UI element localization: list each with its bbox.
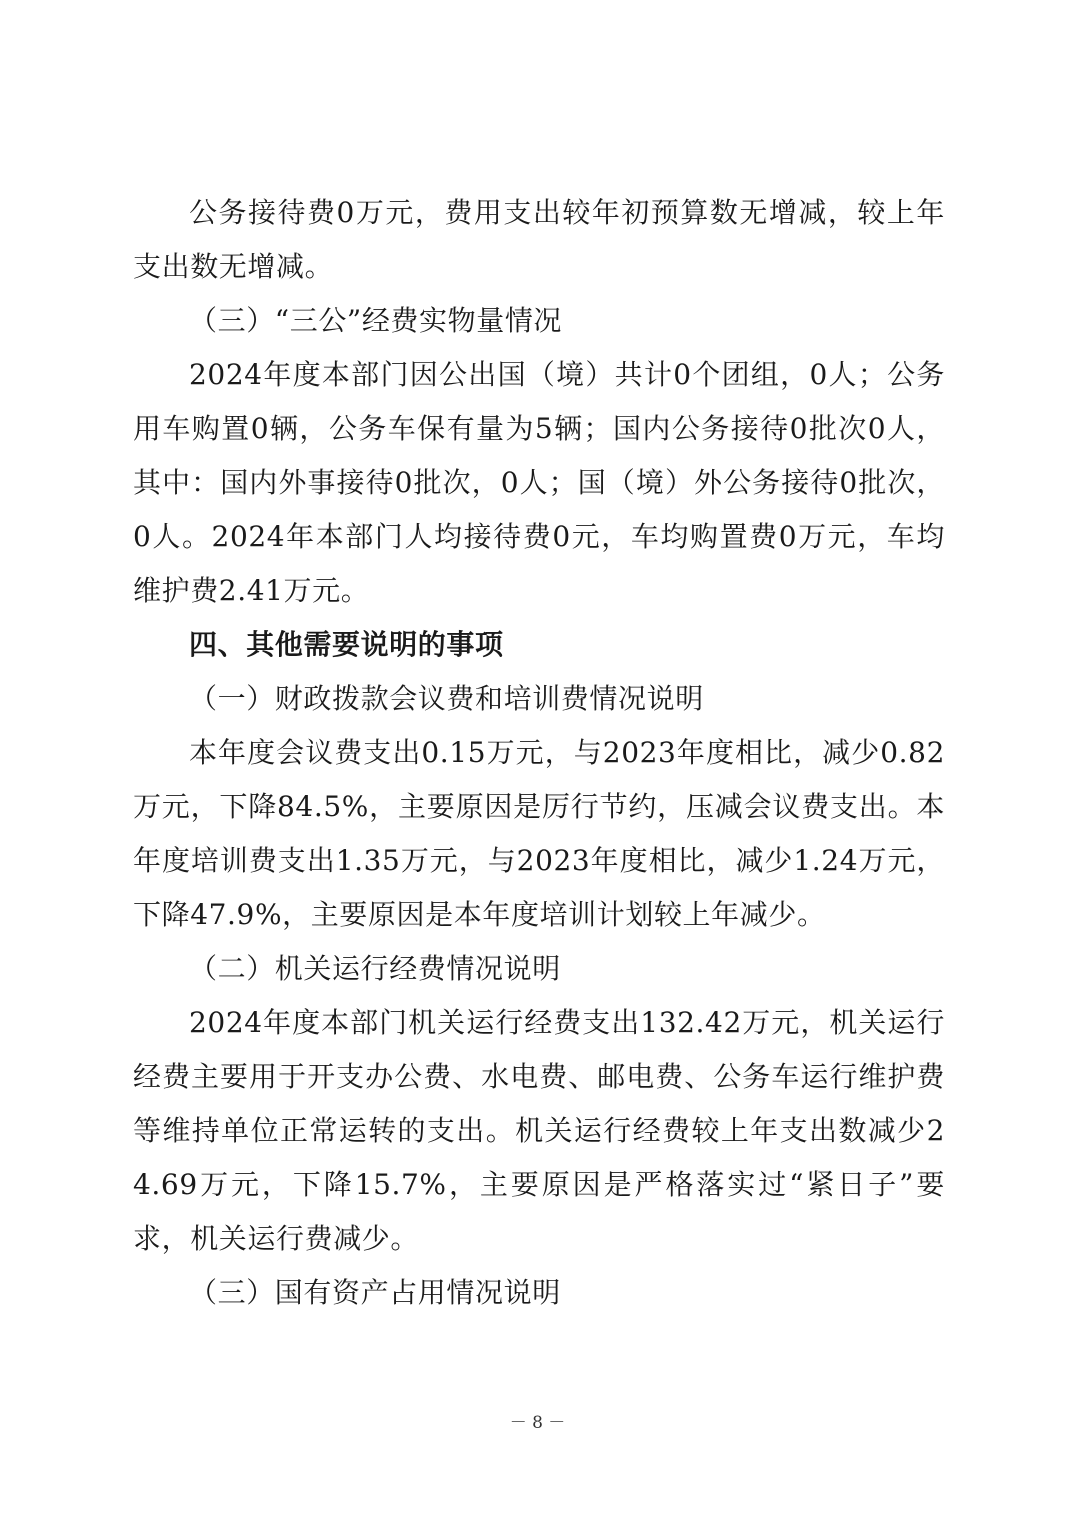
paragraph-meeting-training: 本年度会议费支出0.15万元，与2023年度相比，减少0.82万元，下降84.5%，主要原因是厉行节约，压减会议费支出。本年度培训费支出1.35万元，与2023年度相比，减少1.24万元，下降47.9%，主要原因是本年度培训计划较上年减少。 [133, 736, 945, 931]
paragraph-operating-expense: 2024年度本部门机关运行经费支出132.42万元，机关运行经费主要用于开支办公费、水电费、邮电费、公务车运行维护费等维持单位正常运转的支出。机关运行经费较上年支出数减少24.69万元，下降15.7%，主要原因是严格落实过“紧日子”要求，机关运行费减少。 [133, 1006, 945, 1255]
subheading-operating-expense: （二）机关运行经费情况说明 [189, 952, 561, 985]
paragraph-three-public-quantities: 2024年度本部门因公出国（境）共计0个团组，0人；公务用车购置0辆，公务车保有量为5辆；国内公务接待0批次0人，其中：国内外事接待0批次，0人；国（境）外公务接待0批次，0人。2024年本部门人均接待费0元，车均购置费0万元，车均维护费2.41万元。 [133, 358, 945, 607]
paragraph-reception-expense: 公务接待费0万元，费用支出较年初预算数无增减，较上年支出数无增减。 [133, 196, 945, 283]
page-number: － 8 － [509, 1413, 566, 1433]
subheading-state-assets: （三）国有资产占用情况说明 [189, 1276, 561, 1309]
document-body [133, 186, 945, 1320]
subheading-meeting-training: （一）财政拨款会议费和培训费情况说明 [189, 682, 704, 715]
subheading-three-public-quantities: （三）“三公”经费实物量情况 [189, 304, 563, 337]
heading-other-matters: 四、其他需要说明的事项 [189, 628, 504, 661]
